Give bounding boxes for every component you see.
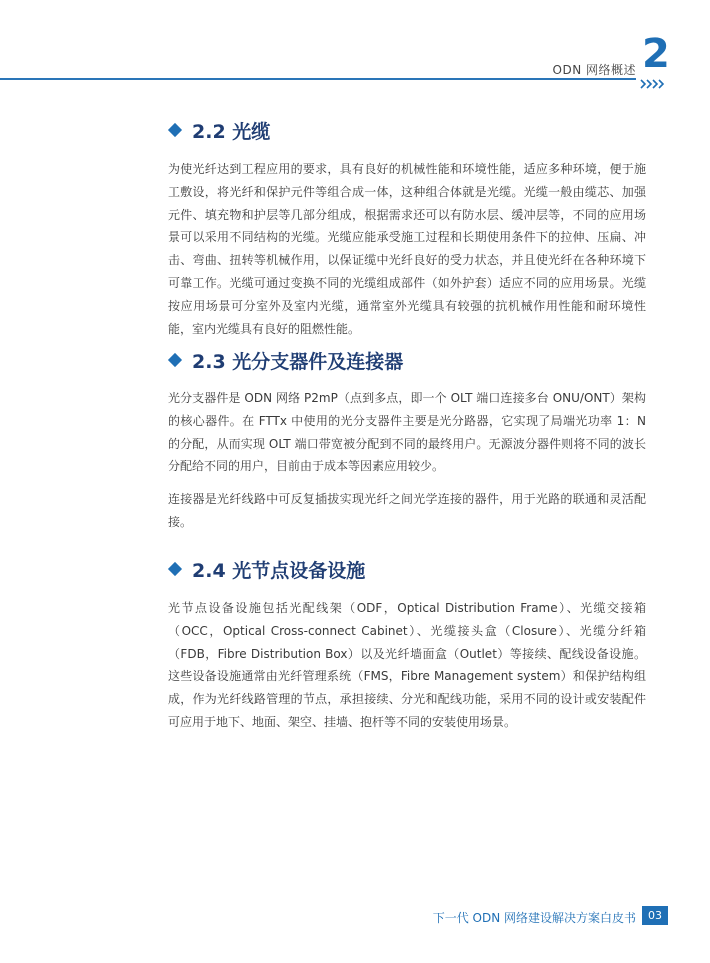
diamond-bullet-icon (168, 123, 182, 137)
page-number: 03 (642, 906, 668, 925)
section-heading (168, 115, 646, 145)
paragraph: 光分支器件是 ODN 网络 P2mP（点到多点，即一个 OLT 端口连接多台 ONU/ONT）架构的核心器件。在 FTTx 中使用的光分支器件主要是光分路器，它实现了局端光功率 1：N 的分配，从而实现 OLT 端口带宽被分配到不同的最终用户。无源波分器件则将不同的波长分配给不同的用户，目前由于成本等因素应用较少。 (168, 391, 646, 474)
section-heading-label: 2.3 光分支器件及连接器 (192, 350, 404, 373)
section-heading-label: 2.4 光节点设备设施 (192, 559, 366, 582)
chapter-title: ODN 网络概述 (552, 63, 636, 77)
section-heading-label: 2.2 光缆 (192, 120, 271, 143)
header-rule (0, 78, 636, 80)
chapter-number: 2 (642, 31, 670, 77)
paragraph: 为使光纤达到工程应用的要求，具有良好的机械性能和环境性能，适应多种环境，便于施工敷设，将光纤和保护元件等组合成一体，这种组合体就是光缆。光缆一般由缆芯、加强元件、填充物和护层等几部分组成，根据需求还可以有防水层、缓冲层等，不同的应用场景可以采用不同结构的光缆。光缆应能承受施工过程和长期使用条件下的拉伸、压扁、冲击、弯曲、扭转等机械作用，以保证缆中光纤良好的受力状态，并且使光纤在各种环境下可靠工作。光缆可通过变换不同的光缆组成部件（如外护套）适应不同的应用场景。光缆按应用场景可分室外及室内光缆，通常室外光缆具有较强的抗机械作用性能和耐环境性能，室内光缆具有良好的阻燃性能。 (168, 162, 646, 336)
section-2-2 (168, 115, 646, 340)
chevron-right-icon (639, 79, 669, 89)
section-heading (168, 345, 646, 375)
diamond-bullet-icon (168, 353, 182, 367)
section-2-4 (168, 554, 646, 734)
footer-doc-title: 下一代 ODN 网络建设解决方案白皮书 (432, 911, 636, 925)
section-2-3 (168, 345, 646, 534)
paragraph: 连接器是光纤线路中可反复插拔实现光纤之间光学连接的器件，用于光路的联通和灵活配接。 (168, 492, 646, 529)
section-heading (168, 554, 646, 584)
paragraph: 光节点设备设施包括光配线架（ODF，Optical Distribution Frame）、光缆交接箱（OCC，Optical Cross-connect Cabinet）、光缆接头盒（Closure）、光缆分纤箱（FDB，Fibre Distribution Box）以及光纤墙面盒（Outlet）等接续、配线设备设施。这些设备设施通常由光纤管理系统（FMS，Fibre Management system）和保护结构组成，作为光纤线路管理的节点，承担接续、分光和配线功能，采用不同的设计或安装配件可应用于地下、地面、架空、挂墙、抱杆等不同的安装使用场景。 (168, 601, 646, 729)
diamond-bullet-icon (168, 562, 182, 576)
